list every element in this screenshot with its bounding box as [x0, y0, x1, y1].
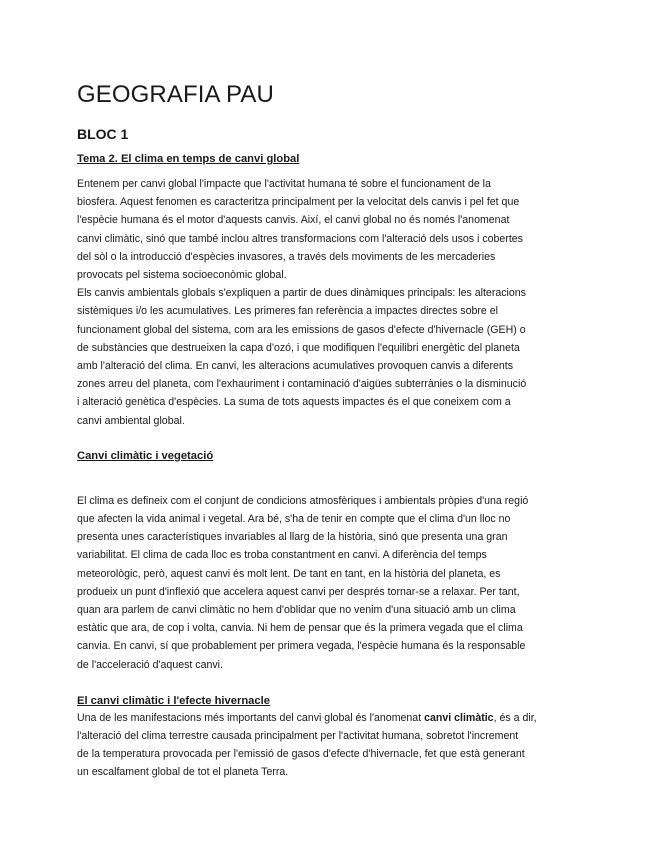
paragraph-line: Una de les manifestacions més importants del canvi global és l'anomenat canvi climàtic, és a dir, [77, 711, 537, 724]
paragraph-line: canvi ambiental global. [77, 414, 185, 427]
paragraph-line: estàtic que ara, de cop i volta, canvia. Ni hem de pensar que és la primera vegada que el clima [77, 622, 523, 635]
paragraph-line: de substàncies que destrueixen la capa d'ozó, i que modifiquen l'equilibri energètic del planeta [77, 341, 520, 354]
paragraph-line: produeix un punt d'inflexió que accelera aquest canvi per després tornar-se a relaxar. Per tant, [77, 585, 520, 598]
section-heading-hivernacle: El canvi climàtic i l'efecte hivernacle [77, 694, 270, 707]
paragraph-line: que afecten la vida animal i vegetal. Ara bé, s'ha de tenir en compte que el clima d'un lloc no [77, 513, 511, 526]
paragraph-line: Els canvis ambientals globals s'expliquen a partir de dues dinàmiques principals: les alteracions [77, 287, 526, 300]
paragraph-line: de l'acceleració d'aquest canvi. [77, 658, 223, 671]
document-title: GEOGRAFIA PAU [77, 81, 274, 108]
paragraph-line: presenta unes característiques invariables al llarg de la història, sinó que presenta una gran [77, 531, 508, 544]
bold-term: canvi climàtic [424, 711, 494, 724]
section-body-vegetacio [77, 492, 581, 674]
paragraph-line: zones arreu del planeta, com l'exhauriment i contaminació d'aigües subterrànies o la disminució [77, 378, 527, 391]
paragraph-line: sistèmiques i/o les acumulatives. Les primeres fan referència a impactes directes sobre el [77, 305, 498, 318]
paragraph-line: funcionament global del sistema, com ara les emissions de gasos d'efecte d'hivernacle (GEH) o [77, 323, 526, 336]
paragraph-line: Entenem per canvi global l'impacte que l'activitat humana té sobre el funcionament de la [77, 178, 491, 190]
paragraph-line: canvia. En canvi, sí que probablement per primera vegada, l'espècie humana és la responsable [77, 640, 526, 653]
paragraph-line: quan ara parlem de canvi climàtic no hem d'oblidar que no venim d'una situació amb un clima [77, 604, 516, 617]
paragraph-line: l'alteració del clima terrestre causada principalment per l'activitat humana, sobretot l'increment [77, 730, 519, 743]
paragraph-line: provocats pel sistema socioeconòmic global. [77, 269, 287, 282]
section-heading-clima: Tema 2. El clima en temps de canvi global [77, 153, 300, 165]
paragraph-line: i alteració genètica d'espècies. La suma de tots aquests impactes és el que coneixem com a [77, 396, 511, 409]
section-body-hivernacle [77, 709, 581, 782]
paragraph-line: El clima es defineix com el conjunt de condicions atmosfèriques i ambientals pròpies d'una regió [77, 494, 529, 507]
section-body-clima [77, 175, 581, 430]
paragraph-line: amb l'alteració del clima. En canvi, les alteracions acumulatives provoquen canvis a diferents [77, 360, 513, 373]
bloc-heading: BLOC 1 [77, 126, 129, 142]
paragraph-line: biosfera. Aquest fenomen es caracteritza principalment per la velocitat dels canvis i pel fet que [77, 196, 520, 209]
paragraph-line: de la temperatura provocada per l'emissió de gasos d'efecte d'hivernacle, fet que està generant [77, 748, 525, 761]
paragraph-line: canvi climàtic, sinó que també inclou altres transformacions com l'alteració dels usos i cobertes [77, 232, 523, 245]
paragraph-line: un escalfament global de tot el planeta Terra. [77, 766, 289, 779]
paragraph-line: meteorològic, però, aquest canvi és molt lent. De tant en tant, en la història del planeta, es [77, 567, 501, 580]
paragraph-line: del sòl o la introducció d'espècies invasores, a través dels moviments de les mercaderies [77, 250, 496, 263]
paragraph-line: l'espècie humana és el motor d'aquests canvis. Així, el canvi global no és només l'anomenat [77, 214, 510, 227]
section-heading-vegetacio: Canvi climàtic i vegetació [77, 449, 214, 462]
paragraph-line: variabilitat. El clima de cada lloc es troba constantment en canvi. A diferència del temps [77, 549, 487, 562]
